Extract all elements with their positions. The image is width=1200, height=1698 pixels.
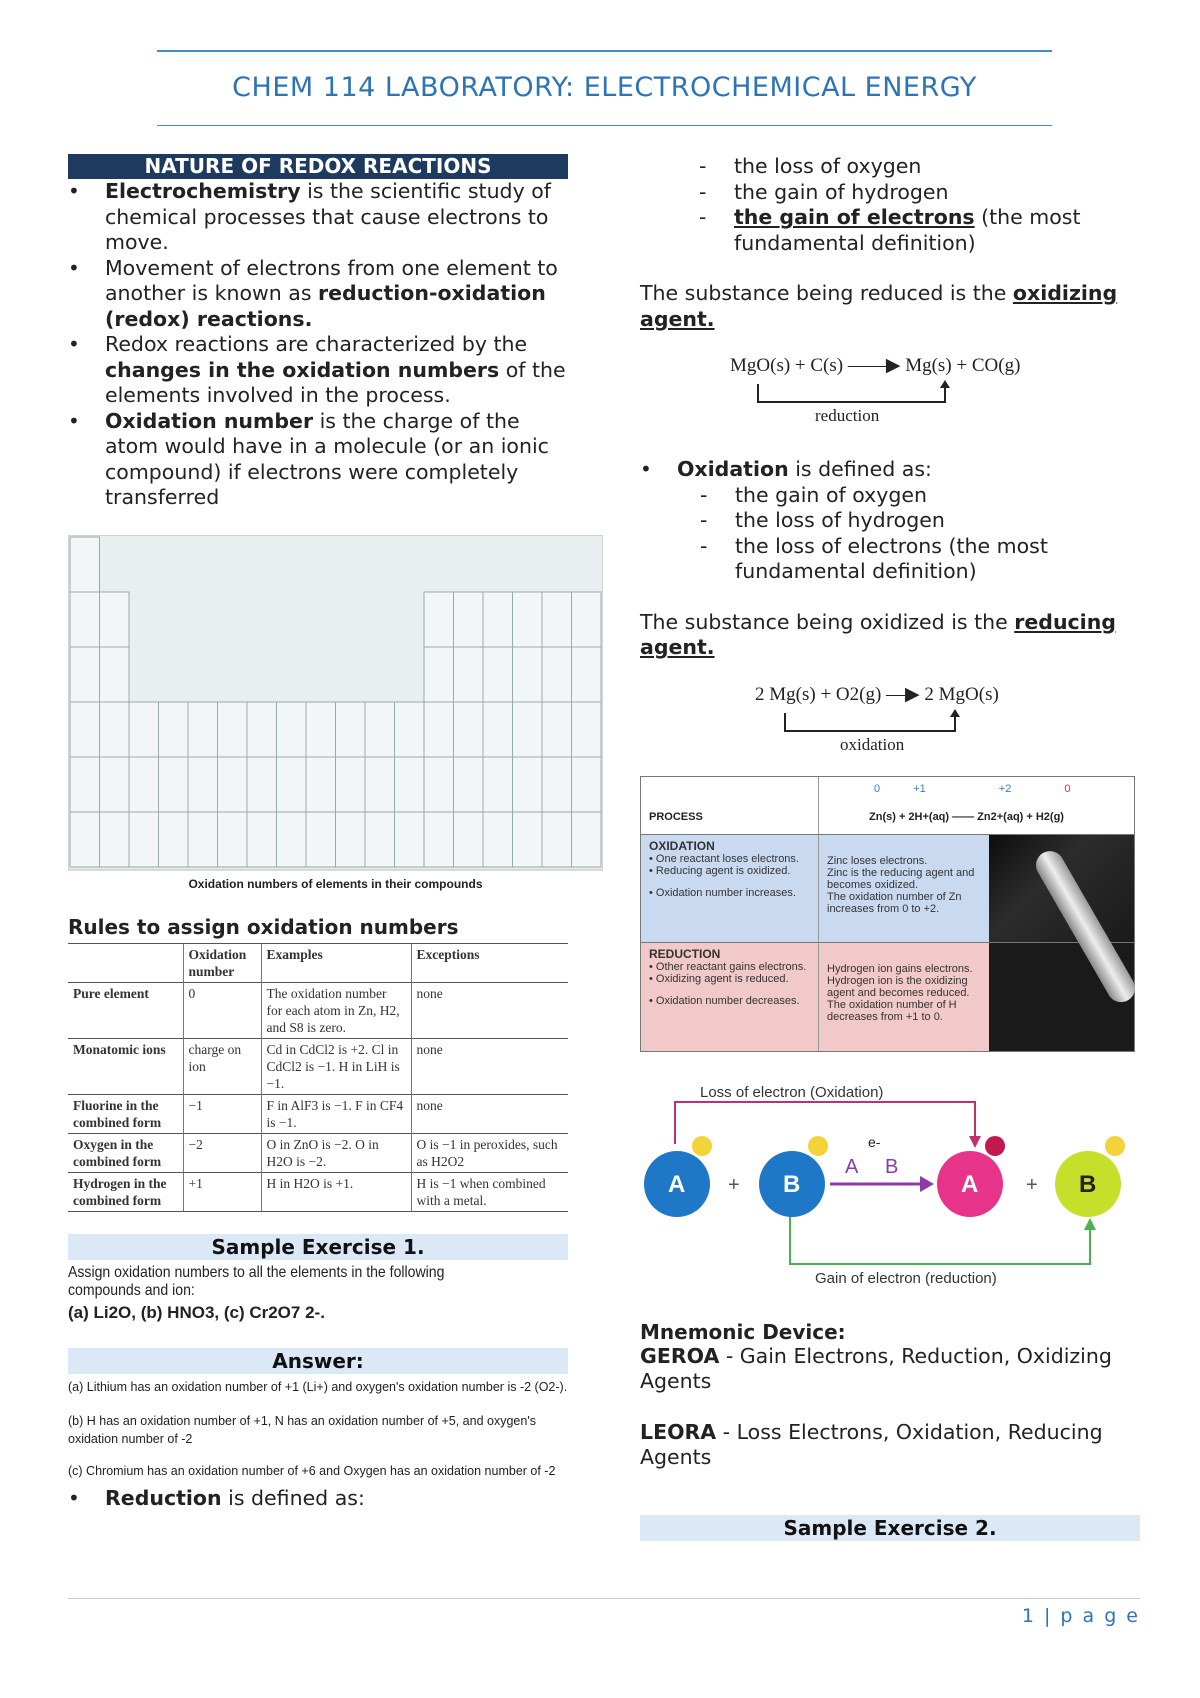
redox-bullets (68, 179, 568, 511)
right-column (640, 154, 1140, 1541)
table-row: Monatomic ions charge on ion Cd in CdCl2 is +2. Cl in CdCl2 is −1. H in LiH is −1. none (68, 1038, 568, 1094)
exercise1-items: (a) Li2O, (b) HNO3, (c) Cr2O7 2-. (68, 1302, 325, 1322)
process-header (641, 777, 1134, 835)
periodic-cell (454, 647, 484, 702)
periodic-cell (395, 812, 425, 867)
electron-diagram-graphic (640, 1084, 1130, 1294)
periodic-cell (306, 757, 336, 812)
periodic-cell (70, 537, 100, 592)
reduced-statement: The substance being reduced is the oxidizing agent. (640, 281, 1118, 331)
periodic-cell (542, 812, 572, 867)
list-item: - the loss of oxygen (699, 154, 1140, 180)
transfer-a: A (845, 1155, 859, 1178)
periodic-cell (100, 647, 130, 702)
equation-2: 2 Mg(s) + O2(g) —▶ 2 MgO(s) (755, 683, 999, 705)
periodic-cell (542, 592, 572, 647)
periodic-cell (365, 702, 395, 757)
periodic-cell (188, 702, 218, 757)
periodic-cell (424, 702, 454, 757)
geroa: GEROA - Gain Electrons, Reduction, Oxidizing Agents (640, 1343, 1112, 1393)
periodic-cell (513, 647, 543, 702)
header-rule-bottom (157, 125, 1052, 126)
reduction-row: REDUCTION • Other reactant gains electrons. • Oxidizing agent is reduced. • Oxidation number decreases. Hydrogen ion gains electrons. Hydrogen ion is the oxidizing agent and becomes reduced. The oxidation number of H decreases from +1 to 0. (641, 943, 1134, 1051)
atom-b: B (783, 1170, 801, 1198)
periodic-cell (424, 757, 454, 812)
periodic-cell (572, 592, 602, 647)
periodic-cell (70, 592, 100, 647)
periodic-cell (572, 702, 602, 757)
leora: LEORA - Loss Electrons, Oxidation, Reducing Agents (640, 1419, 1103, 1469)
plus-sign: + (728, 1173, 740, 1196)
answer-b: (b) H has an oxidation number of +1, N has an oxidation number of +5, and oxygen's oxidation number of -2 (68, 1413, 536, 1446)
atom-a-ion: A (961, 1170, 979, 1198)
loss-label: Loss of electron (Oxidation) (700, 1083, 884, 1101)
periodic-cell (277, 702, 307, 757)
equation-2-label: oxidation (840, 734, 905, 754)
transfer-b: B (885, 1155, 899, 1178)
periodic-cell (424, 592, 454, 647)
periodic-cell (454, 592, 484, 647)
list-item: - the gain of hydrogen (699, 180, 1140, 206)
list-item: • Oxidation is defined as: (640, 457, 1140, 483)
periodic-cell (100, 757, 130, 812)
oxidation-defs (640, 483, 1140, 585)
page-title: CHEM 114 LABORATORY: ELECTROCHEMICAL ENERGY (232, 72, 977, 103)
periodic-cell (336, 812, 366, 867)
ox-num: 0 (874, 782, 881, 795)
periodic-cell (247, 702, 277, 757)
page-number: 1 | p a g e (1021, 1605, 1140, 1627)
periodic-cell (129, 702, 159, 757)
periodic-cell (483, 702, 513, 757)
oxidation-row: OXIDATION • One reactant loses electrons. • Reducing agent is oxidized. • Oxidation number increases. Zinc loses electrons. Zinc is the reducing agent and becomes oxidized. The oxidation number of Zn increases from 0 to +2. (641, 835, 1134, 943)
periodic-cell (424, 647, 454, 702)
atom-b-ion: B (1079, 1170, 1097, 1198)
electron-transfer-diagram (640, 1084, 1130, 1294)
answer-c: (c) Chromium has an oxidation number of +6 and Oxygen has an oxidation number of -2 (68, 1463, 556, 1478)
process-equation-cell (819, 777, 1134, 834)
periodic-caption: Oxidation numbers of elements in their compounds (188, 876, 483, 891)
list-item: • Electrochemistry is the scientific study of chemical processes that cause electrons to move. (68, 179, 568, 256)
rules-title: Rules to assign oxidation numbers (68, 914, 459, 939)
reduction-bullet (68, 1486, 568, 1512)
periodic-cell (129, 812, 159, 867)
list-item: - the gain of oxygen (700, 483, 1140, 509)
periodic-cell (218, 702, 248, 757)
periodic-cell (572, 812, 602, 867)
periodic-cell (70, 757, 100, 812)
rules-table (68, 943, 568, 1212)
mnemonic-title: Mnemonic Device: (640, 1319, 846, 1344)
gain-label: Gain of electron (reduction) (815, 1269, 997, 1287)
periodic-cell (454, 812, 484, 867)
section-title: NATURE OF REDOX REACTIONS (68, 154, 568, 179)
periodic-cell (483, 592, 513, 647)
ox-num: +1 (913, 782, 926, 795)
list-item: - the loss of electrons (the most fundamental definition) (700, 534, 1140, 585)
atom-a: A (668, 1170, 686, 1198)
list-item: - the gain of electrons (the most fundamental definition) (699, 205, 1140, 256)
periodic-cell (483, 647, 513, 702)
oxidation-bracket (755, 705, 1085, 750)
periodic-cell (542, 757, 572, 812)
periodic-cell (100, 702, 130, 757)
periodic-cell (100, 592, 130, 647)
list-item: • Redox reactions are characterized by the changes in the oxidation numbers of the elements involved in the process. (68, 332, 568, 409)
list-item: - the loss of hydrogen (700, 508, 1140, 534)
answer-a: (a) Lithium has an oxidation number of +1 (Li+) and oxygen's oxidation number is -2 (O2-). (68, 1379, 568, 1394)
periodic-cell (306, 702, 336, 757)
plus-sign: + (1026, 1173, 1038, 1196)
periodic-cell (218, 812, 248, 867)
periodic-cell (277, 757, 307, 812)
periodic-cell (395, 702, 425, 757)
exercise1-title: Sample Exercise 1. (68, 1234, 568, 1260)
exercise1-text: Assign oxidation numbers to all the elements in the following compounds and ion: (68, 1263, 445, 1299)
periodic-cell (70, 812, 100, 867)
periodic-cell (542, 702, 572, 757)
process-table (640, 776, 1135, 1052)
oxidation-bullet (640, 457, 1140, 483)
periodic-cell (336, 757, 366, 812)
periodic-cell (247, 757, 277, 812)
periodic-cell (483, 812, 513, 867)
periodic-cell (247, 812, 277, 867)
periodic-cell (277, 812, 307, 867)
header-rule-top (157, 50, 1052, 52)
left-column (68, 154, 568, 1511)
table-header (68, 943, 183, 982)
table-row: Hydrogen in the combined form +1 H in H2O is +1. H is −1 when combined with a metal. (68, 1172, 568, 1211)
periodic-table-graphic (68, 535, 603, 905)
table-row: Fluorine in the combined form −1 F in AlF3 is −1. F in CF4 is −1. none (68, 1094, 568, 1133)
periodic-cell (454, 702, 484, 757)
periodic-cell (454, 757, 484, 812)
periodic-cell (159, 757, 189, 812)
process-equation: Zn(s) + 2H+(aq) —— Zn2+(aq) + H2(g) (869, 810, 1064, 823)
periodic-cell (306, 812, 336, 867)
oxidation-equation (755, 683, 1085, 758)
reduction-equation (730, 354, 1060, 429)
periodic-cell (188, 757, 218, 812)
oxidized-statement: The substance being oxidized is the reducing agent. (640, 609, 1116, 659)
table-row: Pure element 0 The oxidation number for each atom in Zn, H2, and S8 is zero. none (68, 982, 568, 1038)
periodic-cell (365, 757, 395, 812)
table-header: Exceptions (411, 943, 568, 982)
list-item: • Oxidation number is the charge of the atom would have in a molecule (or an ionic compound) if electrons were completely transferred (68, 409, 568, 511)
periodic-cell (336, 702, 366, 757)
exercise2-title: Sample Exercise 2. (640, 1515, 1140, 1541)
periodic-cell (129, 757, 159, 812)
periodic-cell (513, 702, 543, 757)
periodic-cell (100, 812, 130, 867)
table-header: Examples (261, 943, 411, 982)
periodic-cell (572, 757, 602, 812)
periodic-table-image (68, 535, 603, 905)
periodic-cell (424, 812, 454, 867)
equation-1: MgO(s) + C(s) ——▶ Mg(s) + CO(g) (730, 355, 1021, 376)
periodic-cell (395, 757, 425, 812)
reduction-bracket (730, 376, 1060, 421)
periodic-cell (218, 757, 248, 812)
periodic-cell (513, 812, 543, 867)
answer-title: Answer: (68, 1348, 568, 1374)
periodic-cell (365, 812, 395, 867)
periodic-cell (70, 702, 100, 757)
list-item: • Movement of electrons from one element to another is known as reduction-oxidation (redox) reactions. (68, 256, 568, 333)
periodic-cell (542, 647, 572, 702)
periodic-cell (572, 647, 602, 702)
reduction-defs (639, 154, 1140, 256)
periodic-cell (483, 757, 513, 812)
periodic-cell (188, 812, 218, 867)
table-row: Oxygen in the combined form −2 O in ZnO is −2. O in H2O is −2. O is −1 in peroxides, such as H2O2 (68, 1133, 568, 1172)
periodic-cell (159, 702, 189, 757)
periodic-cell (70, 647, 100, 702)
periodic-cell (513, 592, 543, 647)
ox-num: +2 (998, 782, 1012, 795)
list-item: • Reduction is defined as: (68, 1486, 568, 1512)
periodic-cell (513, 757, 543, 812)
electron-label: e- (868, 1133, 881, 1150)
periodic-cell (159, 812, 189, 867)
test-tube-image (989, 835, 1134, 942)
process-header-label: PROCESS (641, 777, 819, 834)
footer-rule (68, 1598, 1140, 1599)
table-header: Oxidation number (183, 943, 261, 982)
equation-1-label: reduction (815, 406, 880, 425)
ox-num: 0 (1064, 782, 1071, 795)
